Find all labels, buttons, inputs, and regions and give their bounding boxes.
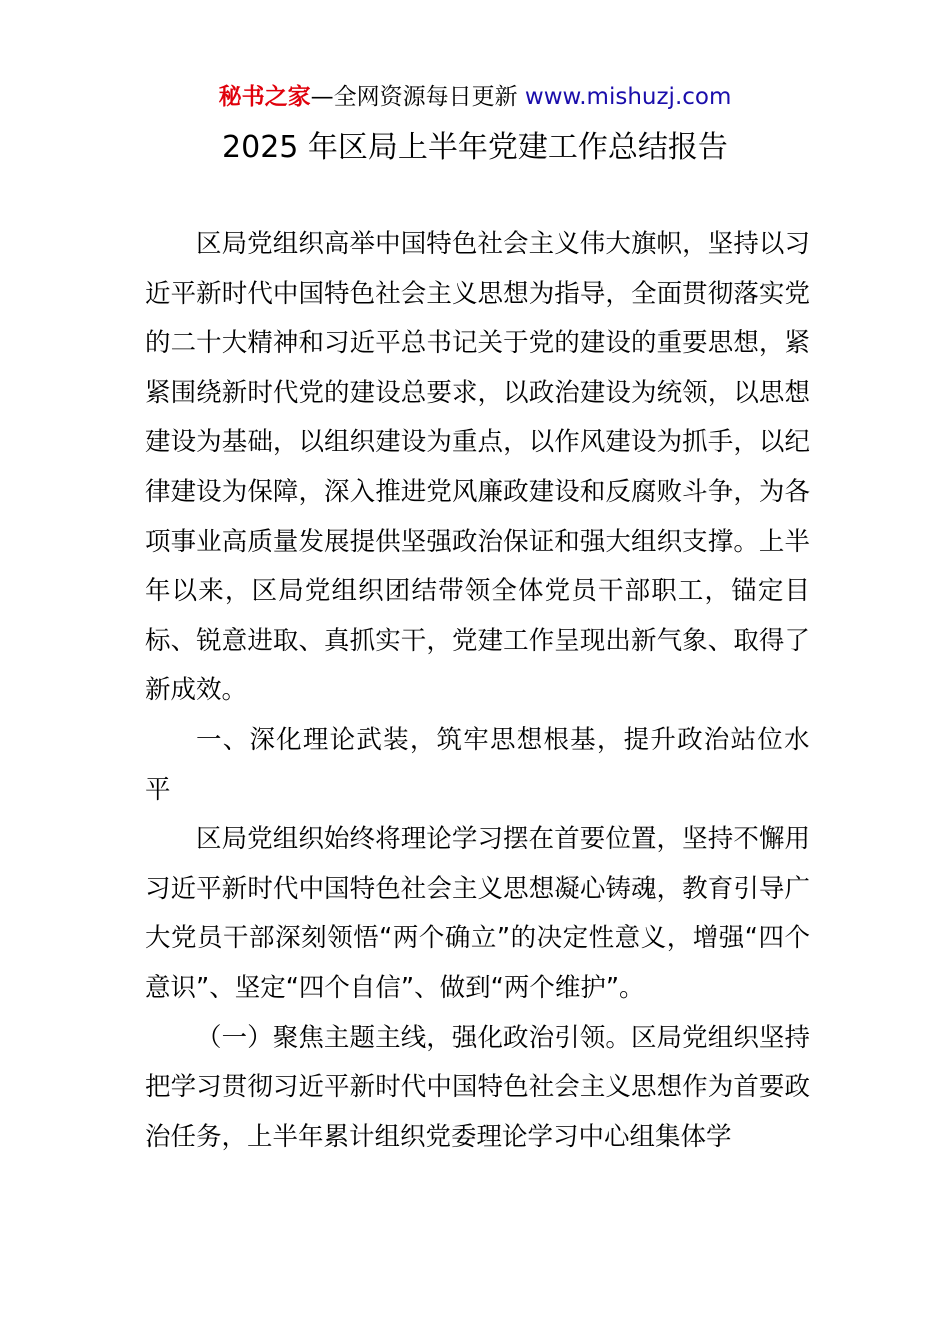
site-name: 秘书之家 — [218, 84, 311, 110]
document-title: 2025 年区局上半年党建工作总结报告 — [222, 130, 728, 165]
paragraph-intro: 区局党组织高举中国特色社会主义伟大旗帜，坚持以习近平新时代中国特色社会主义思想为指导，全面贯彻落实党的二十大精神和习近平总书记关于党的建设的重要思想，紧紧围绕新时代党的建设总要求，以政治建设为统领，以思想建设为基础，以组织建设为重点，以作风建设为抓手，以纪律建设为保障，深入推进党风廉政建设和反腐败斗争，为各项事业高质量发展提供坚强政治保证和强大组织支撑。上半年以来，区局党组织团结带领全体党员干部职工，锚定目标、锐意进取、真抓实干，党建工作呈现出新气象、取得了新成效。 — [145, 229, 810, 706]
document-body — [145, 220, 810, 1162]
site-header — [0, 80, 950, 114]
paragraph-section-1: 区局党组织始终将理论学习摆在首要位置，坚持不懈用习近平新时代中国特色社会主义思想凝心铸魂，教育引导广大党员干部深刻领悟“两个确立”的决定性意义，增强“四个意识”、坚定“四个自信”、做到“两个维护”。 — [145, 824, 810, 1003]
site-url-link[interactable]: www.mishuzj.com — [524, 84, 732, 110]
site-tagline: —全网资源每日更新 — [310, 84, 525, 110]
paragraph-subsection-1: （一）聚焦主题主线，强化政治引领。区局党组织坚持把学习贯彻习近平新时代中国特色社会主义思想作为首要政治任务，上半年累计组织党委理论学习中心组集体学 — [145, 1022, 810, 1152]
section-heading-1: 一、深化理论武装，筑牢思想根基，提升政治站位水平 — [145, 724, 810, 805]
